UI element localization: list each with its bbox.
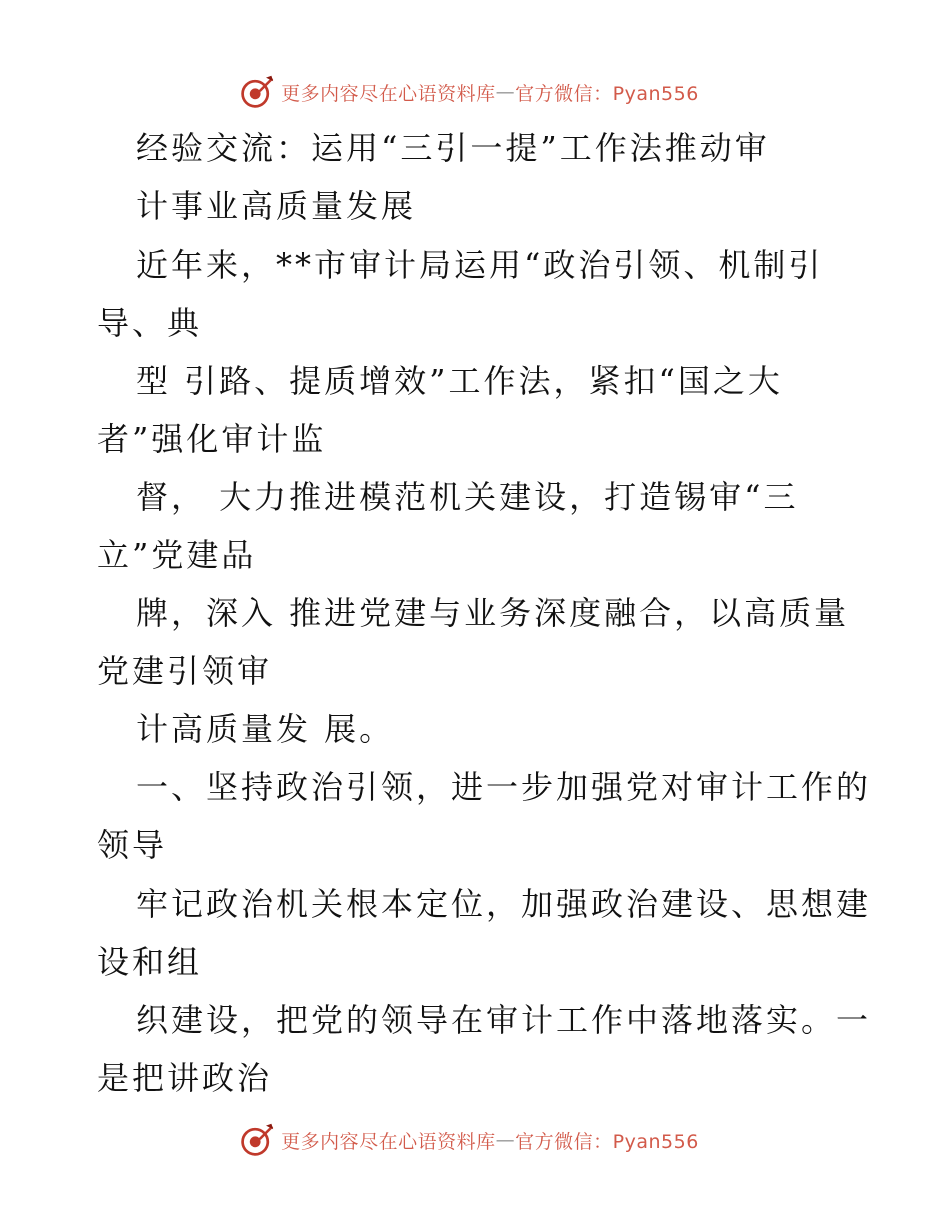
- paragraph-line: 设和组: [97, 943, 203, 981]
- pen-logo-icon: [239, 74, 275, 110]
- paragraph-line: 近年来，**市审计局运用“政治引领、机制引: [136, 246, 824, 284]
- paragraph-line: 型 引路、提质增效”工作法，紧扣“国之大: [136, 362, 783, 400]
- header-watermark: [0, 72, 950, 112]
- watermark-main-text: 更多内容尽在心语资料库: [281, 1130, 496, 1153]
- watermark-account-text: 官方微信：Pyan556: [515, 82, 699, 105]
- paragraph-line: 督， 大力推进模范机关建设，打造锡审“三: [136, 478, 799, 516]
- section-heading-line: 一、坚持政治引领，进一步加强党对审计工作的: [136, 768, 872, 806]
- watermark-account-text: 官方微信：Pyan556: [515, 1130, 699, 1153]
- footer-watermark: [0, 1120, 950, 1160]
- paragraph-line: 是把讲政治: [97, 1059, 273, 1097]
- watermark-dash: —: [495, 1129, 516, 1151]
- paragraph-line: 立”党建品: [97, 536, 257, 574]
- document-title-line-2: 计事业高质量发展: [136, 187, 417, 225]
- paragraph-line: 导、典: [97, 304, 203, 342]
- watermark-main-text: 更多内容尽在心语资料库: [281, 82, 496, 105]
- paragraph-line: 党建引领审: [97, 652, 273, 690]
- paragraph-line: 计高质量发 展。: [136, 710, 395, 748]
- paragraph-line: 牌，深入 推进党建与业务深度融合，以高质量: [136, 594, 850, 632]
- watermark-dash: —: [495, 81, 516, 103]
- paragraph-line: 牢记政治机关根本定位，加强政治建设、思想建: [136, 885, 872, 923]
- paragraph-line: 者”强化审计监: [97, 420, 327, 458]
- paragraph-line: 织建设，把党的领导在审计工作中落地落实。一: [136, 1001, 872, 1039]
- document-title-line-1: 经验交流：运用“三引一提”工作法推动审: [136, 129, 770, 167]
- section-heading-line: 领导: [97, 826, 168, 864]
- pen-logo-icon: [239, 1122, 275, 1158]
